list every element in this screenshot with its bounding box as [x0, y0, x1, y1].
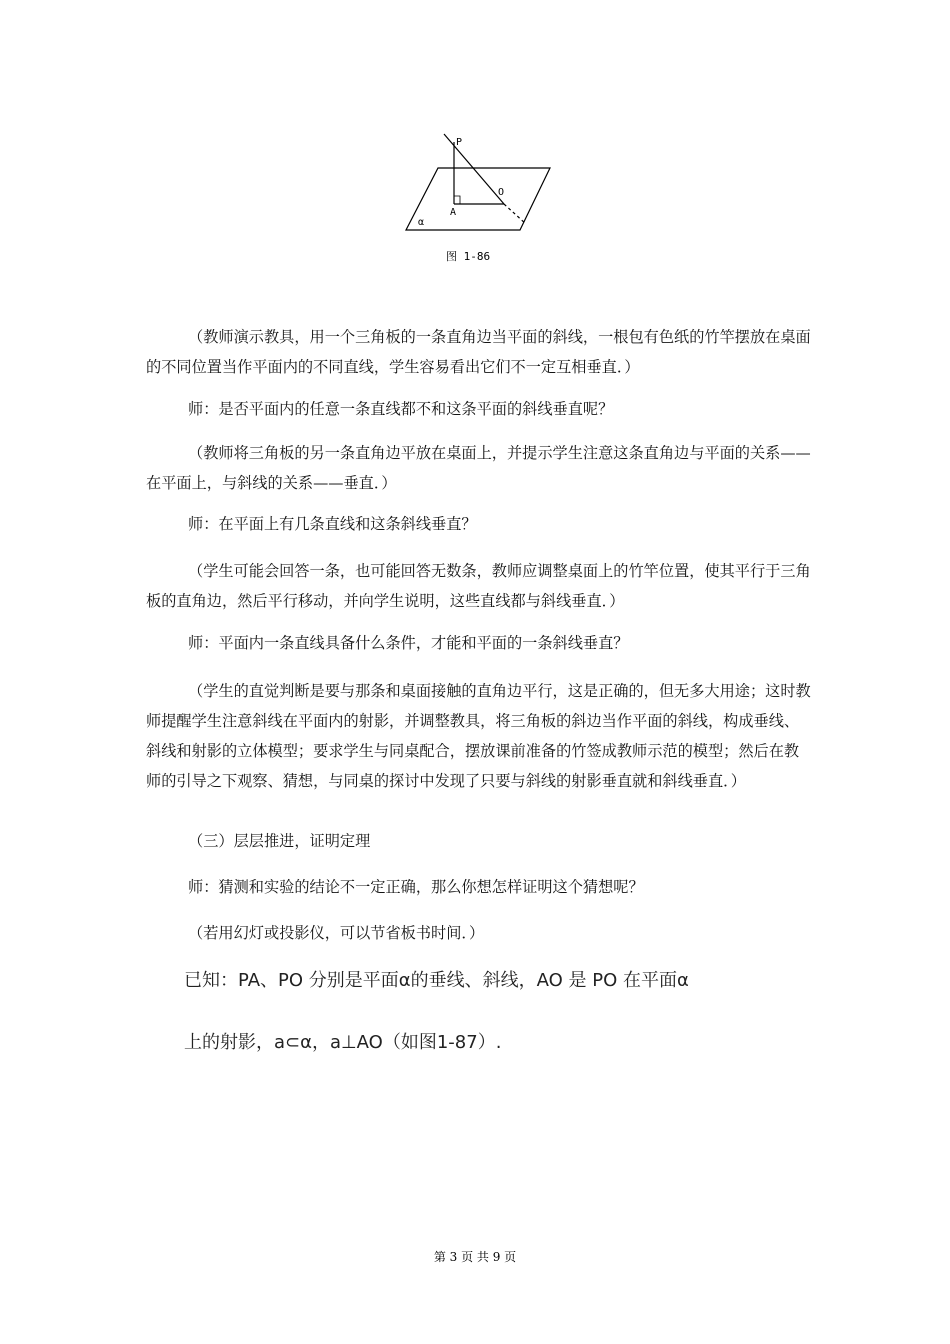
label-p: P [456, 137, 463, 148]
given-line-1: 已知：PA、PO 分别是平面α的垂线、斜线，AO 是 PO 在平面α [184, 970, 689, 991]
oblique-line-hidden [504, 204, 526, 224]
paragraph-intuition: （学生的直觉判断是要与那条和桌面接触的直角边平行，这是正确的，但无多大用途；这时教师提醒学生注意斜线在平面内的射影，并调整教具，将三角板的斜边当作平面的斜线，构成垂线、斜线和射影的立体模型；要求学生与同桌配合，摆放课前准备的竹签成教师示范的模型；然后在教师的引导之下观察、猜想，与同桌的探讨中发现了只要与斜线的射影垂直就和斜线垂直．） [146, 682, 811, 790]
paragraph-demo-2: （教师将三角板的另一条直角边平放在桌面上，并提示学生注意这条直角边与平面的关系——在平面上，与斜线的关系——垂直．） [146, 444, 811, 492]
plane-alpha-outline [406, 168, 550, 230]
label-a: A [450, 207, 457, 218]
label-alpha: α [418, 217, 425, 228]
given-line-2: 上的射影，a⊂α，a⊥AO（如图1-87）. [184, 1032, 502, 1053]
paragraph-note: （若用幻灯或投影仪，可以节省板书时间．） [188, 924, 485, 942]
paragraph-question-2: 师：在平面上有几条直线和这条斜线垂直？ [188, 515, 477, 533]
paragraph-question-4: 师：猜测和实验的结论不一定正确，那么你想怎样证明这个猜想呢？ [188, 878, 644, 896]
section-heading: （三）层层推进，证明定理 [188, 832, 371, 850]
right-angle-mark [454, 196, 460, 204]
oblique-line-po [444, 134, 504, 204]
paragraph-demo: （教师演示教具，用一个三角板的一条直角边当平面的斜线，一根包有色纸的竹竿摆放在桌面的不同位置当作平面内的不同直线，学生容易看出它们不一定互相垂直．） [146, 328, 811, 376]
paragraph-question-3: 师：平面内一条直线具备什么条件，才能和平面的一条斜线垂直？ [188, 634, 629, 652]
label-o: O [498, 187, 505, 198]
paragraph-answer: （学生可能会回答一条，也可能回答无数条，教师应调整桌面上的竹竿位置，使其平行于三角板的直角边，然后平行移动，并向学生说明，这些直线都与斜线垂直．） [146, 562, 811, 610]
paragraph-question-1: 师：是否平面内的任意一条直线都不和这条平面的斜线垂直呢？ [188, 400, 614, 418]
page-footer: 第 3 页 共 9 页 [433, 1250, 517, 1264]
figure-caption: 图 1-86 [446, 250, 491, 263]
